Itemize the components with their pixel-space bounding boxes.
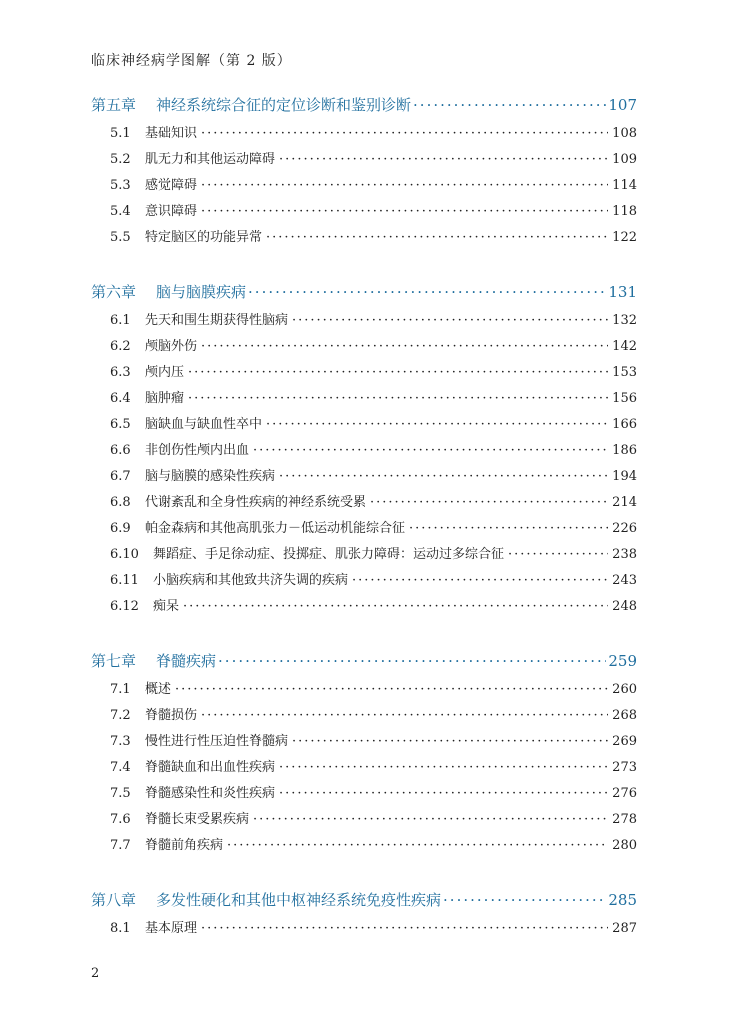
section-number: 7.3	[110, 734, 131, 749]
dot-leader	[218, 652, 606, 670]
page-number: 214	[612, 495, 637, 510]
toc-entry[interactable]	[91, 361, 637, 387]
chapter-heading[interactable]	[91, 94, 637, 122]
section-number: 6.11	[110, 573, 139, 588]
section-number: 6.9	[110, 521, 131, 536]
section-title: 帕金森病和其他高肌张力－低运动机能综合征	[145, 521, 406, 536]
dot-leader	[266, 417, 608, 432]
toc-entry[interactable]	[91, 439, 637, 465]
chapter-number: 第八章	[91, 891, 137, 909]
chapter-heading[interactable]	[91, 889, 637, 917]
dot-leader	[409, 521, 608, 536]
section-number: 7.1	[110, 682, 131, 697]
section-number: 6.6	[110, 443, 131, 458]
page-number: 280	[612, 838, 637, 853]
chapter-heading[interactable]	[91, 281, 637, 309]
page-number: 269	[612, 734, 637, 749]
page-number: 114	[612, 178, 637, 193]
page-number: 156	[612, 391, 637, 406]
section-number: 7.4	[110, 760, 131, 775]
toc-entry[interactable]	[91, 782, 637, 808]
dot-leader	[188, 391, 608, 406]
toc-entry[interactable]	[91, 834, 637, 860]
dot-leader	[279, 469, 608, 484]
dot-leader	[201, 708, 608, 723]
section-title: 颅脑外伤	[145, 339, 198, 354]
toc-entry[interactable]	[91, 491, 637, 517]
toc-entry[interactable]	[91, 387, 637, 413]
toc-entry[interactable]	[91, 569, 637, 595]
dot-leader	[201, 921, 608, 936]
section-title: 脑缺血与缺血性卒中	[145, 417, 263, 432]
toc-entry[interactable]	[91, 756, 637, 782]
page-number: 166	[612, 417, 637, 432]
toc-entry[interactable]	[91, 543, 637, 569]
section-title: 基础知识	[145, 126, 198, 141]
section-number: 5.5	[110, 230, 131, 245]
chapter-title: 脑与脑膜疾病	[156, 283, 247, 301]
dot-leader	[266, 230, 608, 245]
section-title: 概述	[145, 682, 172, 697]
dot-leader	[248, 283, 606, 301]
page-number: 285	[608, 891, 637, 909]
dot-leader	[183, 599, 608, 614]
section-title: 先天和围生期获得性脑病	[145, 313, 289, 328]
section-title: 肌无力和其他运动障碍	[145, 152, 276, 167]
chapter-8	[91, 889, 637, 943]
chapter-number: 第六章	[91, 283, 137, 301]
section-title: 颅内压	[145, 365, 185, 380]
section-title: 非创伤性颅内出血	[145, 443, 250, 458]
section-number: 5.1	[110, 126, 131, 141]
dot-leader	[370, 495, 608, 510]
chapter-title: 多发性硬化和其他中枢神经系统免疫性疾病	[156, 891, 442, 909]
toc-entry[interactable]	[91, 122, 637, 148]
page-number: 276	[612, 786, 637, 801]
toc-entry[interactable]	[91, 335, 637, 361]
page-number: 186	[612, 443, 637, 458]
dot-leader	[201, 126, 608, 141]
section-title: 特定脑区的功能异常	[145, 230, 263, 245]
toc-entry[interactable]	[91, 517, 637, 543]
chapter-title: 脊髓疾病	[156, 652, 217, 670]
section-title: 慢性进行性压迫性脊髓病	[145, 734, 289, 749]
toc-entry[interactable]	[91, 808, 637, 834]
chapter-6	[91, 281, 637, 621]
dot-leader	[253, 812, 608, 827]
section-number: 7.6	[110, 812, 131, 827]
section-number: 6.7	[110, 469, 131, 484]
toc-entry[interactable]	[91, 465, 637, 491]
section-title: 代谢紊乱和全身性疾病的神经系统受累	[145, 495, 367, 510]
section-title: 脑与脑膜的感染性疾病	[145, 469, 276, 484]
dot-leader	[201, 204, 608, 219]
section-number: 8.1	[110, 921, 131, 936]
section-number: 7.7	[110, 838, 131, 853]
page-number: 259	[608, 652, 637, 670]
dot-leader	[227, 838, 608, 853]
section-number: 5.2	[110, 152, 131, 167]
section-number: 6.4	[110, 391, 131, 406]
chapter-number: 第五章	[91, 96, 137, 114]
toc-entry[interactable]	[91, 595, 637, 621]
dot-leader	[201, 178, 608, 193]
page-number: 278	[612, 812, 637, 827]
section-title: 痴呆	[153, 599, 180, 614]
page-number: 132	[612, 313, 637, 328]
section-number: 5.3	[110, 178, 131, 193]
section-number: 5.4	[110, 204, 131, 219]
dot-leader	[508, 547, 608, 562]
page-folio: 2	[91, 966, 100, 981]
page-number: 243	[612, 573, 637, 588]
dot-leader	[279, 760, 608, 775]
page-number: 226	[612, 521, 637, 536]
section-number: 6.2	[110, 339, 131, 354]
table-of-contents	[91, 94, 637, 972]
section-number: 6.5	[110, 417, 131, 432]
dot-leader	[279, 786, 608, 801]
page-number: 153	[612, 365, 637, 380]
toc-entry[interactable]	[91, 413, 637, 439]
section-number: 6.1	[110, 313, 131, 328]
page-number: 194	[612, 469, 637, 484]
dot-leader	[201, 339, 608, 354]
page-number: 142	[612, 339, 637, 354]
page-number: 131	[608, 283, 637, 301]
page-number: 108	[612, 126, 637, 141]
page-number: 260	[612, 682, 637, 697]
dot-leader	[443, 891, 606, 909]
toc-entry[interactable]	[91, 704, 637, 730]
toc-entry[interactable]	[91, 678, 637, 704]
page-number: 287	[612, 921, 637, 936]
dot-leader	[292, 734, 608, 749]
page-number: 122	[612, 230, 637, 245]
page-number: 109	[612, 152, 637, 167]
chapter-5	[91, 94, 637, 252]
toc-entry[interactable]	[91, 148, 637, 174]
section-title: 脑肿瘤	[145, 391, 185, 406]
section-number: 7.2	[110, 708, 131, 723]
section-number: 6.10	[110, 547, 139, 562]
toc-entry[interactable]	[91, 174, 637, 200]
section-number: 6.3	[110, 365, 131, 380]
toc-entry[interactable]	[91, 917, 637, 943]
dot-leader	[292, 313, 608, 328]
running-header: 临床神经病学图解（第 2 版）	[91, 53, 292, 69]
chapter-title: 神经系统综合征的定位诊断和鉴别诊断	[156, 96, 412, 114]
section-number: 6.8	[110, 495, 131, 510]
section-title: 脊髓感染性和炎性疾病	[145, 786, 276, 801]
page-number: 248	[612, 599, 637, 614]
dot-leader	[253, 443, 608, 458]
section-title: 脊髓长束受累疾病	[145, 812, 250, 827]
chapter-7	[91, 650, 637, 860]
chapter-heading[interactable]	[91, 650, 637, 678]
section-number: 7.5	[110, 786, 131, 801]
section-number: 6.12	[110, 599, 139, 614]
dot-leader	[352, 573, 608, 588]
section-title: 意识障碍	[145, 204, 198, 219]
section-title: 舞蹈症、手足徐动症、投掷症、肌张力障碍：运动过多综合征	[153, 547, 505, 562]
dot-leader	[413, 96, 606, 114]
section-title: 脊髓缺血和出血性疾病	[145, 760, 276, 775]
dot-leader	[188, 365, 608, 380]
chapter-number: 第七章	[91, 652, 137, 670]
page-number: 268	[612, 708, 637, 723]
section-title: 脊髓前角疾病	[145, 838, 224, 853]
page-number: 238	[612, 547, 637, 562]
toc-entry[interactable]	[91, 200, 637, 226]
section-title: 基本原理	[145, 921, 198, 936]
toc-entry[interactable]	[91, 309, 637, 335]
page-number: 107	[608, 96, 637, 114]
toc-entry[interactable]	[91, 730, 637, 756]
section-title: 小脑疾病和其他致共济失调的疾病	[153, 573, 349, 588]
page-number: 118	[612, 204, 637, 219]
section-title: 感觉障碍	[145, 178, 198, 193]
page-number: 273	[612, 760, 637, 775]
toc-entry[interactable]	[91, 226, 637, 252]
dot-leader	[175, 682, 608, 697]
dot-leader	[279, 152, 608, 167]
section-title: 脊髓损伤	[145, 708, 198, 723]
